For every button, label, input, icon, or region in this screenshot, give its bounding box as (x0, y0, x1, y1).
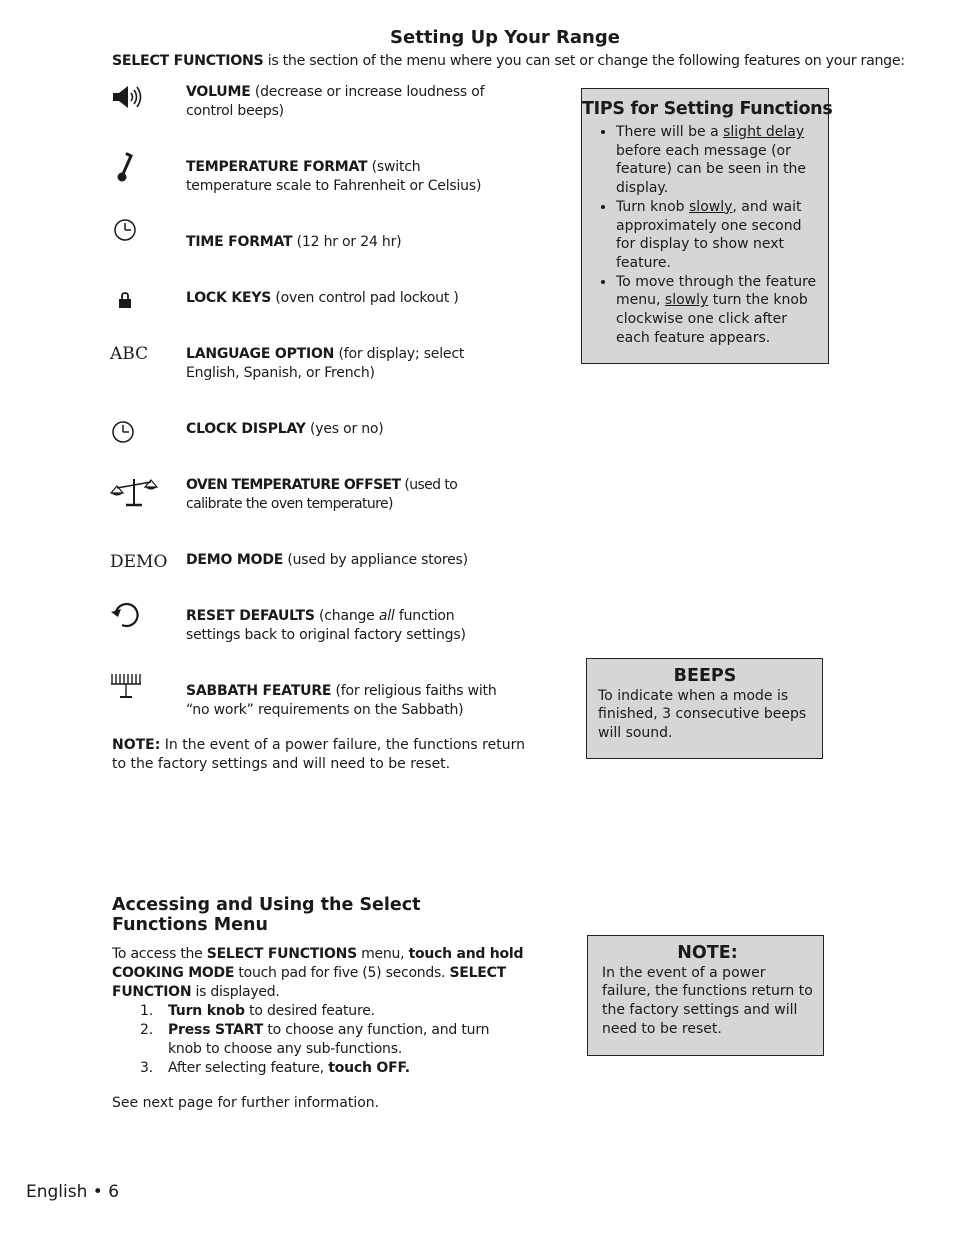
feature-name: CLOCK DISPLAY (186, 421, 306, 437)
feature-name: SABBATH FEATURE (186, 683, 332, 699)
feature-desc: (for religious faiths with “no work” requirements on the Sabbath) (186, 683, 497, 718)
note-box-title: NOTE: (677, 943, 738, 963)
access-text: To access the (112, 946, 207, 962)
tip-underline: slowly (689, 198, 733, 215)
feature-desc: (decrease or increase loudness of control beeps) (186, 84, 485, 119)
lock-icon (110, 291, 174, 325)
feature-sabbath (186, 682, 516, 720)
tip-underline: slowly (664, 292, 709, 309)
tip-underline: slight delay (723, 124, 805, 140)
tip-text: There will be a (616, 124, 724, 140)
intro-text (112, 53, 912, 69)
clock-icon (110, 420, 174, 454)
page-footer: English • 6 (26, 1182, 120, 1202)
feature-desc: function settings back to original factory settings) (186, 608, 466, 643)
feature-time-format (186, 233, 506, 252)
feature-name: TEMPERATURE FORMAT (186, 159, 368, 175)
step-number: 1. (140, 1003, 153, 1019)
step-item (140, 1059, 520, 1078)
thermometer-icon (110, 152, 174, 186)
feature-name: RESET DEFAULTS (186, 608, 315, 624)
reset-icon (110, 600, 174, 634)
step-text: After selecting feature, (168, 1060, 329, 1076)
abc-icon (110, 344, 174, 378)
feature-language-option (186, 345, 506, 383)
scale-icon (110, 476, 174, 510)
feature-volume (186, 83, 506, 121)
feature-name: LOCK KEYS (186, 290, 272, 306)
feature-reset-defaults (186, 607, 506, 645)
tip-item (616, 123, 818, 198)
feature-temperature-format (186, 158, 506, 196)
step-text: to choose any function, and turn knob to choose any sub-functions. (168, 1022, 490, 1057)
demo-icon-label: DEMO (110, 552, 168, 572)
tip-text: turn the knob clockwise one click after each feature appears. (616, 292, 808, 346)
feature-lock-keys (186, 289, 506, 308)
abc-icon-label: ABC (110, 344, 149, 364)
feature-name: VOLUME (186, 84, 251, 100)
feature-desc: (used by appliance stores) (283, 552, 468, 568)
note-box (587, 935, 824, 1056)
access-text: touch pad for five (5) seconds. (234, 965, 450, 981)
feature-desc: (for display; select English, Spanish, or French) (186, 346, 465, 381)
step-bold: touch OFF. (328, 1060, 410, 1076)
step-bold: Press START (168, 1022, 264, 1038)
access-text: menu, (356, 946, 409, 962)
step-number: 3. (140, 1060, 153, 1076)
tip-text: To move through the feature menu, (616, 273, 817, 309)
steps-list (140, 1002, 520, 1078)
access-paragraph (112, 945, 532, 1002)
feature-desc: (switch temperature scale to Fahrenheit or Celsius) (186, 159, 482, 194)
beeps-text: To indicate when a mode is finished, 3 consecutive beeps will sound. (598, 687, 807, 742)
menorah-icon (110, 672, 174, 706)
feature-desc: (12 hr or 24 hr) (292, 234, 402, 250)
feature-desc: (oven control pad lockout ) (271, 290, 459, 306)
tip-text: , and wait approximately one second for display to show next feature. (616, 198, 802, 271)
note-text: In the event of a power failure, the functions return to the factory settings and will need to be reset. (112, 737, 525, 772)
feature-desc-pre: (change (314, 608, 379, 624)
feature-desc: (used to calibrate the oven temperature) (186, 477, 458, 512)
volume-icon (110, 84, 174, 118)
step-bold: Turn knob (168, 1003, 245, 1019)
feature-clock-display (186, 420, 506, 439)
access-bold: touch and hold COOKING MODE (112, 946, 524, 981)
step-text: to desired feature. (244, 1003, 375, 1019)
intro-bold: SELECT FUNCTIONS (112, 53, 264, 69)
clock-icon (110, 218, 174, 252)
tips-box (581, 88, 833, 364)
page-title: Setting Up Your Range (390, 27, 620, 48)
tip-text: before each message (or feature) can be seen in the display. (616, 142, 807, 197)
access-bold: SELECT FUNCTION (112, 965, 506, 1000)
beeps-title: BEEPS (673, 666, 737, 686)
feature-oven-temperature-offset (186, 476, 506, 514)
intro-body: is the section of the menu where you can set or change the following features on your range: (263, 53, 905, 69)
see-next-page: See next page for further information. (112, 1095, 380, 1111)
access-bold: SELECT FUNCTIONS (206, 946, 357, 962)
tips-title: TIPS for Setting Functions (582, 99, 833, 119)
beeps-box (586, 658, 823, 759)
tip-text: Turn knob (616, 198, 690, 215)
feature-name: LANGUAGE OPTION (186, 346, 335, 362)
feature-desc-emphasis: all (378, 608, 395, 624)
tips-list (582, 123, 828, 347)
feature-name: TIME FORMAT (186, 234, 293, 250)
feature-name: DEMO MODE (186, 552, 284, 568)
feature-desc: (yes or no) (305, 421, 384, 437)
note-box-text: In the event of a power failure, the functions return to the factory settings and will need to be reset. (602, 964, 813, 1037)
tip-item (616, 273, 818, 348)
demo-icon (110, 552, 174, 586)
feature-demo-mode (186, 551, 506, 570)
tip-item (616, 198, 818, 273)
access-text: is displayed. (191, 984, 280, 1000)
access-heading: Accessing and Using the Select Functions Menu (112, 895, 421, 935)
step-number: 2. (140, 1022, 153, 1038)
step-item (140, 1021, 520, 1059)
step-item (140, 1002, 520, 1021)
power-failure-note (112, 736, 532, 774)
note-label: NOTE: (112, 737, 161, 753)
feature-name: OVEN TEMPERATURE OFFSET (186, 477, 401, 493)
